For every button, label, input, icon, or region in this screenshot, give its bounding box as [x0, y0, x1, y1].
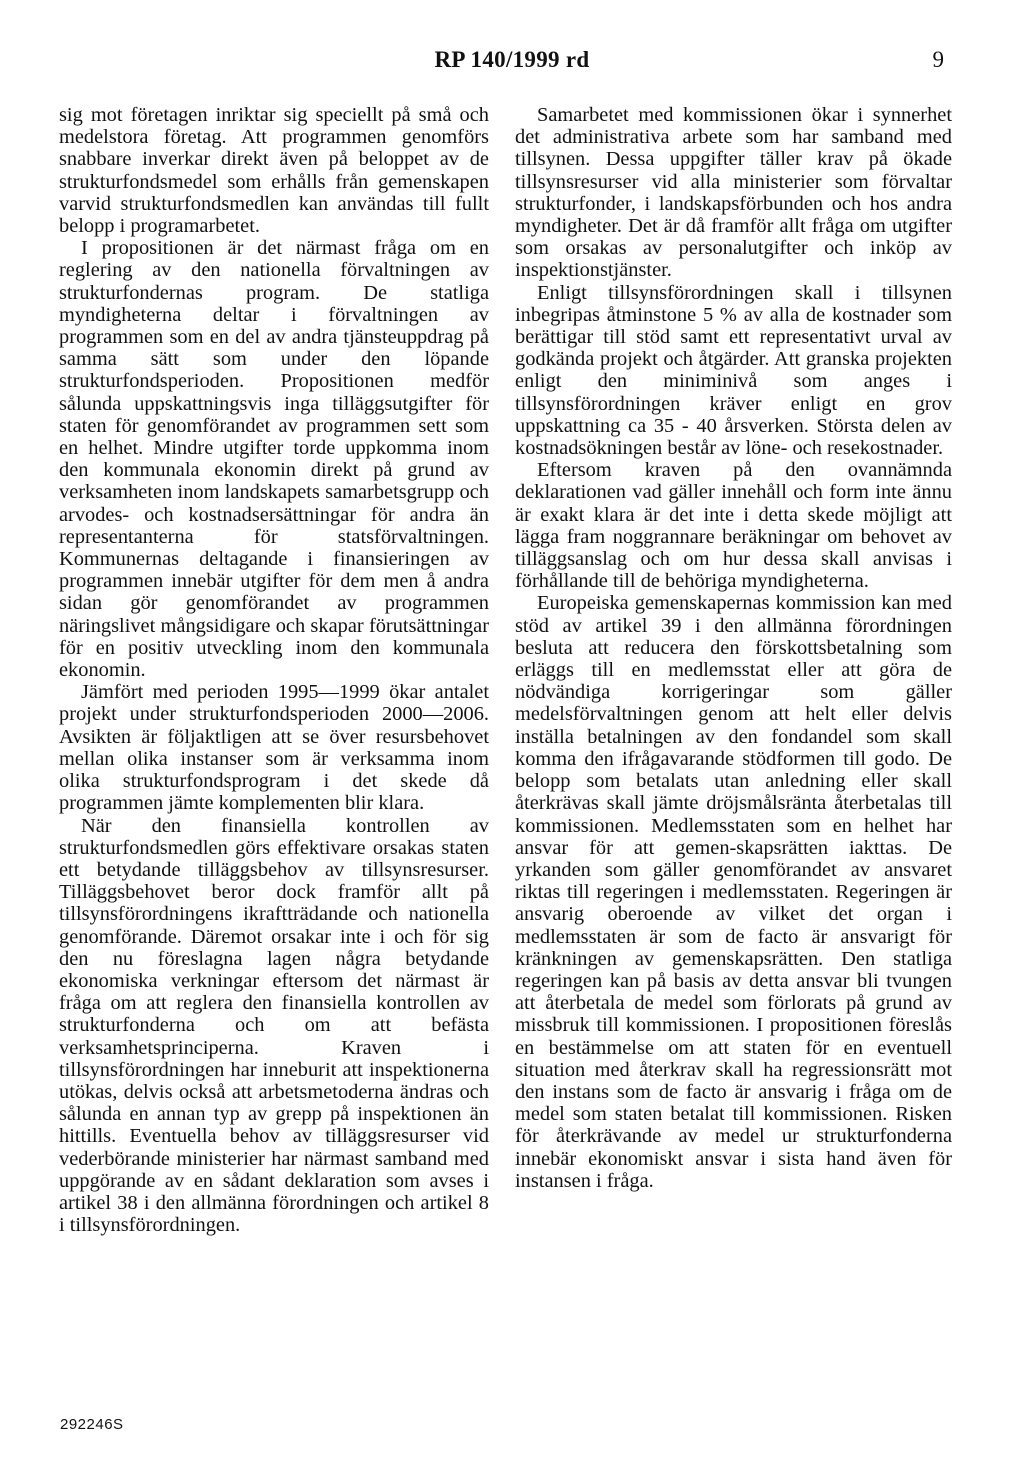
print-code: 292246S — [60, 1416, 124, 1433]
left-paragraph-4: När den finansiella kontrollen av strukturfondsmedlen görs effektivare orsakas staten ett betydande tilläggsbehov av tillsynsresurser. Tilläggsbehovet beror dock framför allt på tillsynsförordningens ikraftträdande och nationella genomförande. Däremot orsakar inte i och för sig den nu föreslagna lagen några betydande ekonomiska verkningar eftersom det närmast är fråga om att reglera den finansiella kontrollen av strukturfonderna och om att befästa verksamhetsprinciperna. Kraven i tillsynsförordningen har inneburit att inspektionerna utökas, delvis också att arbetsmetoderna ändras och sålunda en annan typ av grepp på inspektionen än hittills. Eventuella behov av tilläggsresurser vid vederbörande ministerier har närmast samband med uppgörande av en sådant deklaration som avses i artikel 38 i den allmänna förordningen och artikel 8 i tillsynsförordningen. — [59, 814, 489, 1237]
left-text-column — [59, 104, 489, 1236]
page-number: 9 — [932, 47, 944, 72]
document-header-title: RP 140/1999 rd — [434, 47, 590, 72]
left-paragraph-3: Jämfört med perioden 1995—1999 ökar antalet projekt under strukturfondsperioden 2000—2006. Avsikten är följaktligen att se över resursbehovet mellan olika instanser som är verksamma inom olika strukturfondsprogram i det skede då programmen jämte komplementen blir klara. — [59, 681, 489, 815]
left-paragraph-1: sig mot företagen inriktar sig speciellt på små och medelstora företag. Att programmen genomförs snabbare inverkar direkt även på beloppet av de strukturfondsmedel som erhålls från gemenskapen varvid strukturfondsmedlen kan användas till fullt belopp i programarbetet. — [59, 104, 489, 238]
right-paragraph-3: Eftersom kraven på den ovannämnda deklarationen vad gäller innehåll och form inte ännu är exakt klara är det inte i detta skede möjligt att lägga fram noggrannare beräkningar om behovet av tilläggsanslag och om hur dessa skall anvisas i förhållande till de behöriga myndigheterna. — [515, 459, 952, 593]
right-text-column — [515, 104, 952, 1192]
left-paragraph-2: I propositionen är det närmast fråga om en reglering av den nationella förvaltningen av strukturfondernas program. De statliga myndigheterna deltar i förvaltningen av programmen som en del av andra tjänsteuppdrag på samma sätt som under den löpande strukturfondsperioden. Propositionen medför sålunda uppskattningsvis inga tilläggsutgifter för staten för genomförandet av programmen sett som en helhet. Mindre utgifter torde uppkomma inom den kommunala ekonomin direkt på grund av verksamheten inom landskapets samarbetsgrupp och arvodes- och kostnadsersättningar för andra än representanterna för statsförvaltningen. Kommunernas deltagande i finansieringen av programmen innebär utgifter för dem men å andra sidan gör genomförandet av programmen näringslivet mångsidigare och skapar förutsättningar för en positiv utveckling inom den kommunala ekonomin. — [59, 237, 489, 682]
right-paragraph-2: Enligt tillsynsförordningen skall i tillsynen inbegripas åtminstone 5 % av alla de kostnader som berättigar till stöd samt ett representativt urval av godkända projekt och åtgärder. Att granska projekten enligt den miniminivå som anges i tillsynsförordningen kräver enligt en grov uppskattning ca 35 - 40 årsverken. Största delen av kostnadsökningen består av löne- och resekostnader. — [515, 281, 952, 460]
right-paragraph-1: Samarbetet med kommissionen ökar i synnerhet det administrativa arbete som har samband med tillsynen. Dessa uppgifter täller krav på ökade tillsynsresurser vid alla ministerier som förvaltar strukturfonder, i landskapsförbunden och hos andra myndigheter. Det är då framför allt fråga om utgifter som orsakas av personalutgifter och inköp av inspektionstjänster. — [515, 104, 952, 282]
right-paragraph-4: Europeiska gemenskapernas kommission kan med stöd av artikel 39 i den allmänna förordningen besluta att reducera den förskottsbetalning som erläggs till en medlemsstat eller att göra de nödvändiga korrigeringar som gäller medelsförvaltningen genom att helt eller delvis inställa betalningen av den fondandel som skall komma den ifrågavarande stödformen till godo. De belopp som betalats utan anledning eller skall återkrävas skall jämte dröjsmålsränta återbetalas till kommissionen. Medlemsstaten som en helhet har ansvar för att gemen-skapsrätten iakttas. De yrkanden som gäller genomförandet av ansvaret riktas till regeringen i medlemsstaten. Regeringen är ansvarig oberoende av vilket det organ i medlemsstaten är som de facto är ansvarigt för kränkningen av gemenskapsrätten. Den statliga regeringen kan på basis av detta ansvar bli tvungen att återbetala de medel som förlorats på grund av missbruk till kommissionen. I propositionen föreslås en bestämmelse om att staten för en eventuell situation med återkrav skall ha regressionsrätt mot den instans som de facto är ansvarig i fråga om de medel som staten betalat till kommissionen. Risken för återkrävande av medel ur strukturfonderna innebär ekonomiskt ansvar i sista hand även för instansen i fråga. — [515, 592, 952, 1192]
